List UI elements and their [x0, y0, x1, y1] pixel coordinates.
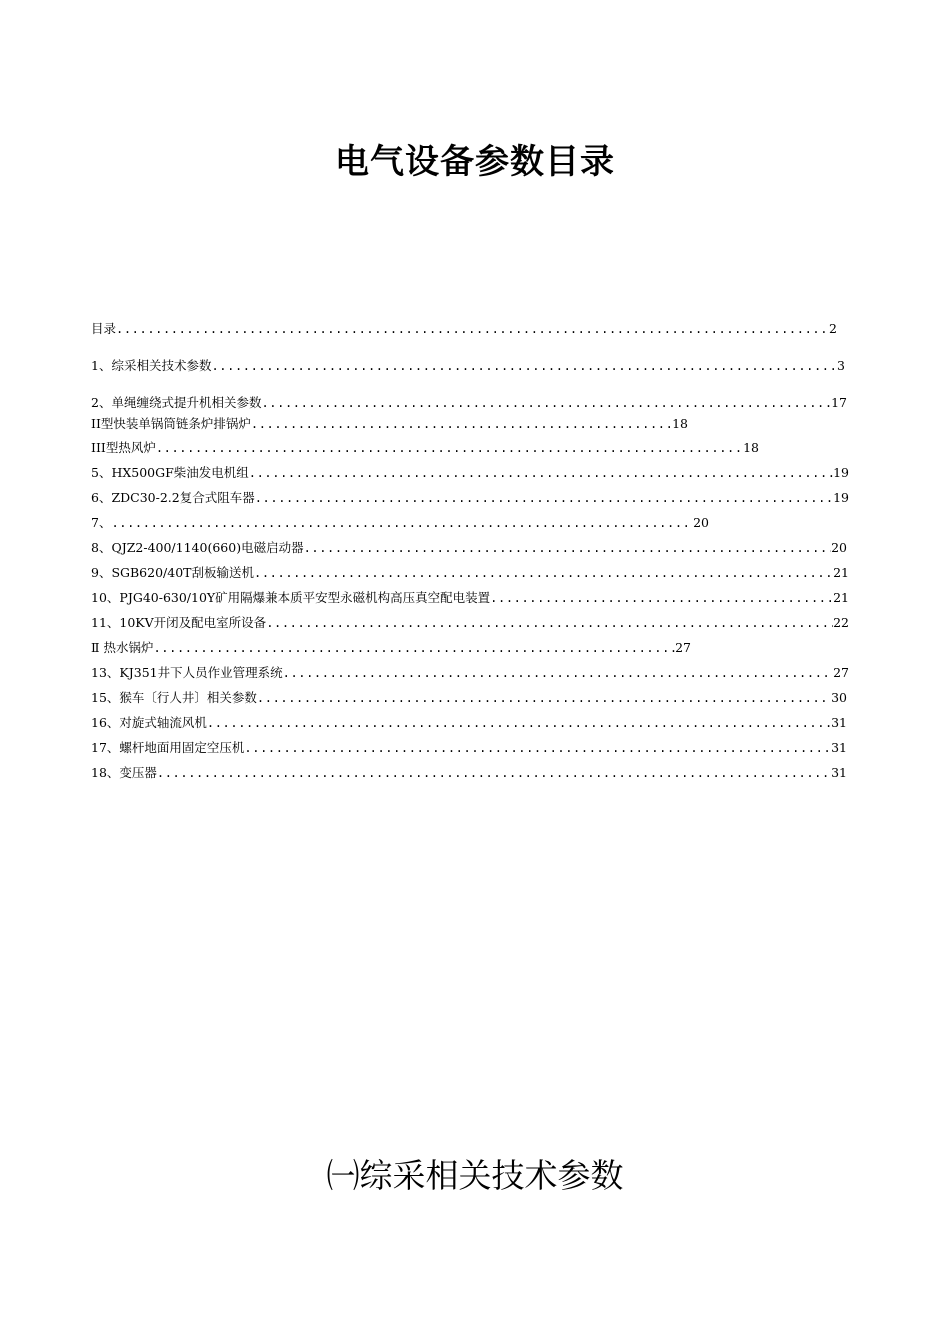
toc-entry-page: 18	[672, 416, 688, 431]
toc-entry-page: 31	[831, 765, 847, 780]
toc-dot-leader	[153, 638, 675, 658]
toc-dot-leader	[251, 414, 672, 434]
toc-entry-page: 2	[829, 321, 837, 336]
toc-entry-page: 21	[833, 565, 849, 580]
toc-entry[interactable]	[91, 638, 691, 658]
toc-entry-label: II型快装单锅筒链条炉排锅炉	[91, 416, 251, 431]
toc-entry-page: 21	[833, 590, 849, 605]
toc-dot-leader	[283, 663, 833, 683]
toc-entry[interactable]	[91, 613, 849, 633]
toc-entry[interactable]	[91, 763, 847, 783]
toc-entry-label: 18、变压器	[91, 765, 157, 780]
toc-entry-page: 27	[675, 640, 691, 655]
toc-entry[interactable]	[91, 488, 849, 508]
toc-entry-page: 3	[837, 358, 845, 373]
toc-entry-label: 13、KJ351井下人员作业管理系统	[91, 665, 283, 680]
toc-dot-leader	[156, 438, 743, 458]
toc-entry-label: 16、对旋式轴流风机	[91, 715, 207, 730]
toc-entry[interactable]	[91, 393, 847, 413]
toc-dot-leader	[490, 588, 833, 608]
toc-entry-label: 6、ZDC30-2.2复合式阻车器	[91, 490, 255, 505]
toc-entry-label: 5、HX500GF柴油发电机组	[91, 465, 249, 480]
toc-entry-label: 目录	[91, 321, 117, 336]
toc-dot-leader	[254, 563, 833, 583]
toc-entry-label: 10、PJG40-630/10Y矿用隔爆兼本质平安型永磁机构高压真空配电装置	[91, 590, 491, 605]
toc-entry-page: 19	[833, 465, 849, 480]
toc-entry[interactable]	[91, 356, 845, 376]
toc-entry-label: 2、单绳缠绕式提升机相关参数	[91, 395, 262, 410]
toc-entry[interactable]	[91, 513, 709, 533]
toc-dot-leader	[255, 488, 833, 508]
document-title: 电气设备参数目录	[335, 142, 615, 182]
toc-entry-page: 31	[831, 740, 847, 755]
toc-dot-leader	[249, 463, 833, 483]
toc-entry-label: 9、SGB620/40T刮板输送机	[91, 565, 255, 580]
toc-entry-page: 30	[831, 690, 847, 705]
toc-dot-leader	[157, 763, 831, 783]
toc-dot-leader	[207, 713, 831, 733]
toc-dot-leader	[244, 738, 831, 758]
toc-dot-leader	[304, 538, 832, 558]
toc-entry-page: 22	[833, 615, 849, 630]
toc-entry-label: Ⅱ 热水锅炉	[91, 640, 154, 655]
toc-dot-leader	[116, 319, 829, 339]
toc-entry-page: 27	[833, 665, 849, 680]
toc-entry-label: 17、螺杆地面用固定空压机	[91, 740, 245, 755]
toc-entry-page: 20	[693, 515, 709, 530]
toc-entry[interactable]	[91, 713, 847, 733]
toc-entry[interactable]	[91, 319, 837, 339]
toc-entry-label: 15、猴车〔行人井〕相关参数	[91, 690, 257, 705]
toc-entry-label: 1、综采相关技术参数	[91, 358, 212, 373]
toc-dot-leader	[211, 356, 837, 376]
toc-entry-page: 18	[743, 440, 759, 455]
toc-entry-label: 11、10KV开闭及配电室所设备	[91, 615, 267, 630]
toc-dot-leader	[111, 513, 693, 533]
toc-dot-leader	[266, 613, 833, 633]
toc-dot-leader	[257, 688, 831, 708]
toc-dot-leader	[261, 393, 831, 413]
toc-entry-label: 8、QJZ2-400/1140(660)电磁启动器	[91, 540, 304, 555]
toc-entry[interactable]	[91, 538, 847, 558]
toc-entry-label: III型热风炉	[91, 440, 156, 455]
toc-entry[interactable]	[91, 588, 849, 608]
toc-entry-page: 20	[831, 540, 847, 555]
toc-entry-page: 17	[831, 395, 847, 410]
toc-entry[interactable]	[91, 663, 849, 683]
toc-entry[interactable]	[91, 463, 849, 483]
toc-entry[interactable]	[91, 738, 847, 758]
toc-entry-page: 31	[831, 715, 847, 730]
toc-entry-label: 7、	[91, 515, 112, 530]
toc-entry-page: 19	[833, 490, 849, 505]
section-heading: ㈠综采相关技术参数	[326, 1156, 624, 1195]
toc-entry[interactable]	[91, 438, 759, 458]
toc-entry[interactable]	[91, 563, 849, 583]
toc-entry[interactable]	[91, 414, 688, 434]
toc-entry[interactable]	[91, 688, 847, 708]
